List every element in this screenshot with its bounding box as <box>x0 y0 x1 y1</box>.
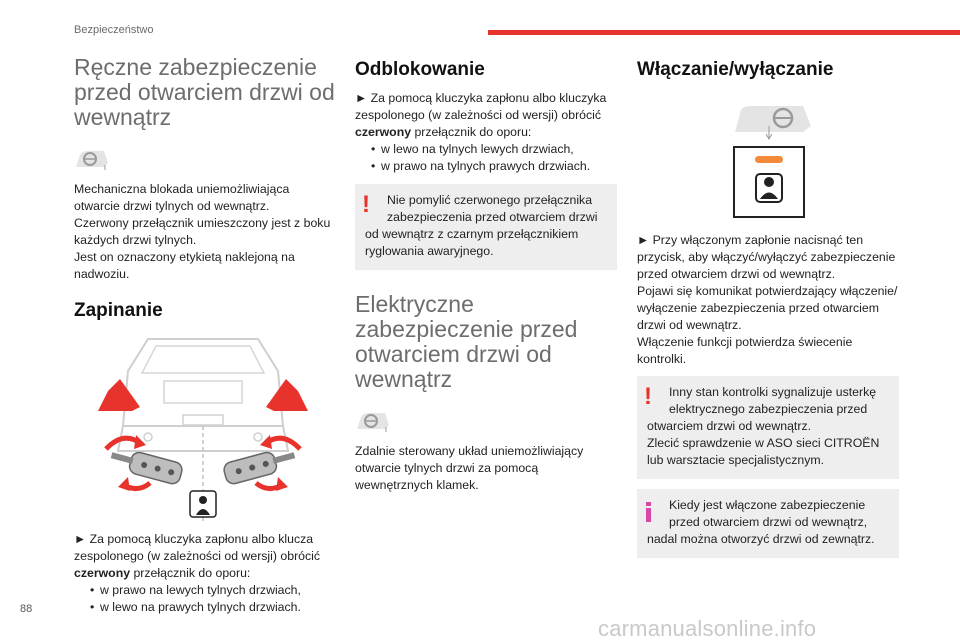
warning-text-continued: od wewnątrz z czarnym przełącznikiem ryglowania awaryjnego. <box>365 227 579 258</box>
warning-text-continued: Zlecić sprawdzenie w ASO sieci CITROËN lub warsztacie specjalistycznym. <box>647 436 880 467</box>
rear-door-lock-illustration <box>78 331 328 521</box>
paragraph: Mechaniczna blokada uniemożliwiająca otwarcie drzwi tylnych od wewnątrz. <box>74 182 290 213</box>
list-item: • w lewo na tylnych lewych drzwiach, <box>371 141 617 158</box>
warning-exclamation-icon: ! <box>644 383 652 410</box>
subtitle-locking: Zapinanie <box>74 300 163 321</box>
warning-text: Nie pomylić czerwonego przełącznika zabezpieczenia przed otwarciem drzwi <box>387 193 598 224</box>
column-3 <box>637 58 899 558</box>
section-title-unlocking: Odblokowanie <box>355 59 485 80</box>
warning-box <box>355 184 617 270</box>
section-title-manual-child-lock: Ręczne zabezpieczenie przed otwarciem drzwi od wewnątrz <box>74 54 335 130</box>
warning-text: Inny stan kontrolki sygnalizuje usterkę elektrycznego zabezpieczenia przed <box>669 385 877 416</box>
section-title-on-off: Włączanie/wyłączanie <box>637 59 834 80</box>
child-lock-button-icon <box>733 146 805 218</box>
paragraph: Czerwony przełącznik umieszczony jest z boku każdych drzwi tylnych. <box>74 216 331 247</box>
instruction-paragraph: ► Za pomocą kluczyka zapłonu albo kluczyka zespolonego (w zależności od wersji) obrócić czerwony przełącznik do oporu: <box>355 91 607 139</box>
warning-box <box>637 376 899 479</box>
section-title-electric-child-lock: Elektryczne zabezpieczenie przed otwarciem drzwi od wewnątrz <box>355 291 578 392</box>
steering-wheel-icon <box>355 407 391 433</box>
paragraph: Włączenie funkcji potwierdza świecenie kontrolki. <box>637 335 853 366</box>
warning-text-continued: otwarciem drzwi od wewnątrz. <box>647 419 812 433</box>
header-accent-bar <box>488 30 960 35</box>
paragraph: Jest on oznaczony etykietą naklejoną na nadwoziu. <box>74 250 295 281</box>
list-item: • w prawo na tylnych prawych drzwiach. <box>371 158 617 175</box>
paragraph: Zdalnie sterowany układ uniemożliwiający otwarcie tylnych drzwi za pomocą wewnętrznych klamek. <box>355 444 584 492</box>
list-item: • w prawo na lewych tylnych drzwiach, <box>90 582 336 599</box>
bullet-list <box>355 141 617 175</box>
paragraph: Pojawi się komunikat potwierdzający włączenie/ wyłączenie zabezpieczenia przed otwarciem drzwi od wewnątrz. <box>637 284 898 332</box>
bullet-list <box>74 582 336 616</box>
info-box <box>637 489 899 558</box>
header-section-title: Bezpieczeństwo <box>74 24 154 36</box>
warning-exclamation-icon: ! <box>362 191 370 218</box>
watermark: carmanualsonline.info <box>598 616 817 641</box>
column-2 <box>355 58 617 494</box>
info-text: Kiedy jest włączone zabezpieczenie przed otwarciem drzwi od wewnątrz, <box>669 498 868 529</box>
column-1 <box>74 55 336 616</box>
instruction-paragraph: ► Przy włączonym zapłonie nacisnąć ten przycisk, aby włączyć/wyłączyć zabezpieczenie przed otwarciem drzwi od wewnątrz. <box>637 233 896 281</box>
steering-wheel-icon <box>74 145 110 171</box>
list-item: • w lewo na prawych tylnych drzwiach. <box>90 599 336 616</box>
info-icon <box>646 502 651 522</box>
instruction-paragraph: ► Za pomocą kluczyka zapłonu albo klucza zespolonego (w zależności od wersji) obrócić czerwony przełącznik do oporu: <box>74 532 321 580</box>
page-number: 88 <box>20 603 33 615</box>
info-text-continued: nadal można otworzyć drzwi od zewnątrz. <box>647 532 875 546</box>
dashboard-steering-icon <box>733 102 813 140</box>
